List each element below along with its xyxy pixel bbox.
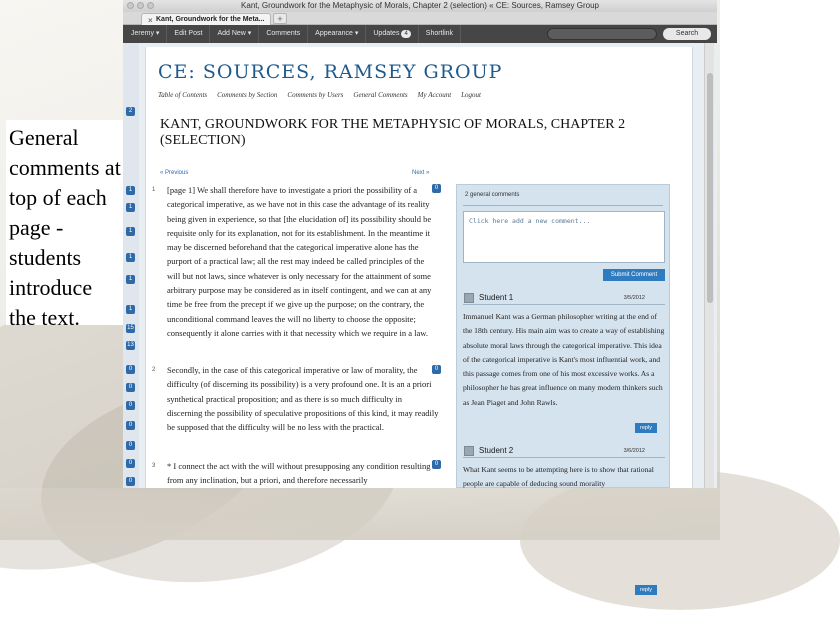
nav-my-account[interactable]: My Account [417, 91, 452, 99]
zoom-window-icon[interactable] [147, 2, 154, 9]
comment-author[interactable]: Student 1 [479, 293, 514, 302]
window-titlebar [123, 0, 717, 12]
previous-page-link[interactable]: « Previous [160, 170, 189, 176]
admin-comments[interactable]: Comments [259, 25, 308, 43]
comment-text: Immanuel Kant was a German philosopher writing at the end of the 18th century. His main aim was to create a way of establishing absolute moral laws through the categorical imperative. This idea of the categorical imperative is Kant's most influential work, and this passage comes from one of his most excessive works. As a philosopher he has great influence on many modern thinkers such as Jean Piaget and John Rawls. [463, 312, 665, 407]
scrollbar-thumb[interactable] [707, 73, 713, 303]
nav-table-of-contents[interactable]: Table of Contents [158, 91, 208, 99]
paragraph-text[interactable]: * I connect the act with the will without presupposing any condition resulting from any inclination, but a priori, and therefore necessarily [167, 461, 431, 486]
marker-badge[interactable]: 2 [126, 107, 135, 116]
close-tab-icon[interactable]: × [148, 16, 153, 25]
slide-caption: General comments at top of each page - students introduce the text. [6, 120, 124, 325]
marker-badge[interactable]: 1 [126, 186, 135, 195]
marker-badge[interactable]: 15 [127, 325, 134, 331]
comment-item [463, 291, 665, 410]
admin-add-new[interactable]: Add New ▾ [210, 25, 259, 43]
reply-button[interactable]: reply [635, 423, 657, 433]
admin-user-menu[interactable]: Jeremy ▾ [123, 25, 167, 43]
admin-search-input[interactable] [547, 28, 657, 40]
paragraph-number: 3 [152, 463, 156, 469]
admin-edit-post[interactable]: Edit Post [167, 25, 210, 43]
comment-item [463, 444, 665, 492]
paragraph-comment-badge[interactable]: 0 [432, 460, 441, 469]
admin-shortlink[interactable]: Shortlink [419, 25, 461, 43]
comment-text: What Kant seems to be attempting here is to show that rational people are capable of deducing sound morality [463, 465, 654, 489]
next-page-link[interactable]: Next » [412, 170, 430, 176]
marker-badge[interactable]: 0 [126, 383, 135, 392]
paragraph-text[interactable]: Secondly, in the case of this categorical imperative or law of morality, the difficulty (of discerning its possibility) is a very profound one. It is an a priori synthetical practical proposition; and as there is so much difficulty in discerning the possibility of speculative propositions of this kind, it may readily be supposed that the difficulty will be no less with the practical. [167, 365, 439, 433]
nav-logout[interactable]: Logout [461, 91, 481, 99]
browser-window [123, 0, 717, 593]
browser-tab[interactable] [141, 13, 271, 25]
comment-author[interactable]: Student 2 [479, 446, 514, 455]
avatar [464, 293, 474, 303]
nav-comments-by-users[interactable]: Comments by Users [287, 91, 344, 99]
admin-search-button[interactable]: Search [663, 28, 711, 40]
site-title[interactable]: CE: SOURCES, RAMSEY GROUP [158, 61, 503, 83]
updates-count-badge: 4 [401, 30, 410, 38]
site-nav [158, 91, 481, 99]
comments-count-heading: 2 general comments [465, 192, 520, 198]
vertical-scrollbar[interactable] [704, 43, 714, 488]
paragraph-text[interactable]: [page 1] We shall therefore have to investigate a priori the possibility of a categorical imperative, as we have not in this case the advantage of its reality being given in experience, so that [the elucidation of] its possibility should be requisite only for its explanation, not for its establishment. In the meantime it may be discerned beforehand that the categorical imperative alone has the purport of a practical law; all the rest may indeed be called principles of the will but not laws, since whatever is only necessary for the attainment of some arbitrary purpose may be considered as in itself contingent, and we can at any time be free from the precept if we give up the purpose; on the contrary, the unconditional command leaves the will no liberty to choose the opposite; consequently it alone carries with it that necessity which we require in a law. [167, 185, 432, 338]
comment-date: 3/5/2012 [623, 295, 645, 301]
page-content [145, 47, 693, 593]
paragraph-number: 2 [152, 367, 156, 373]
marker-badge[interactable]: 13 [127, 342, 134, 348]
page-viewport [123, 43, 717, 593]
marker-badge[interactable]: 0 [126, 401, 135, 410]
marker-badge[interactable]: 1 [126, 253, 135, 262]
marker-badge[interactable]: 1 [126, 227, 135, 236]
marker-badge[interactable]: 0 [126, 365, 135, 374]
slide-bottom-band [0, 488, 720, 540]
new-comment-textarea[interactable]: Click here add a new comment... [463, 211, 665, 263]
wp-admin-bar [123, 25, 717, 43]
window-title: Kant, Groundwork for the Metaphysic of Morals, Chapter 2 (selection) « CE: Sources, Ramsey Group [241, 1, 599, 10]
comment-date: 3/6/2012 [623, 448, 645, 454]
divider [463, 205, 663, 206]
comment-header [463, 444, 665, 458]
reply-button[interactable]: reply [635, 585, 657, 595]
avatar [464, 446, 474, 456]
paragraph-comment-badge[interactable]: 0 [432, 365, 441, 374]
minimize-window-icon[interactable] [137, 2, 144, 9]
admin-updates-label: Updates [373, 30, 400, 37]
nav-comments-by-section[interactable]: Comments by Section [217, 91, 278, 99]
admin-appearance[interactable]: Appearance ▾ [308, 25, 366, 43]
marker-badge[interactable]: 0 [126, 477, 135, 486]
marker-badge[interactable]: 1 [126, 305, 135, 314]
post-title: KANT, GROUNDWORK FOR THE METAPHYSIC OF MORALS, CHAPTER 2 (SELECTION) [160, 117, 626, 148]
nav-general-comments[interactable]: General Comments [353, 91, 408, 99]
admin-updates[interactable] [366, 25, 418, 43]
comment-header [463, 291, 665, 305]
paragraph-number: 1 [152, 187, 156, 193]
tab-label: Kant, Groundwork for the Meta... [156, 16, 265, 23]
marker-badge[interactable]: 1 [126, 275, 135, 284]
general-comments-panel [456, 184, 670, 593]
marker-badge[interactable]: 0 [126, 459, 135, 468]
tab-bar [123, 12, 717, 25]
marker-badge[interactable]: 0 [126, 441, 135, 450]
close-window-icon[interactable] [127, 2, 134, 9]
paragraph-comment-badge[interactable]: 0 [432, 184, 441, 193]
paragraph-marker-strip [123, 43, 139, 488]
submit-comment-button[interactable]: Submit Comment [603, 269, 665, 281]
marker-badge[interactable]: 1 [126, 203, 135, 212]
new-tab-button[interactable]: + [273, 13, 287, 24]
window-controls[interactable] [127, 2, 154, 9]
marker-badge[interactable]: 0 [126, 421, 135, 430]
